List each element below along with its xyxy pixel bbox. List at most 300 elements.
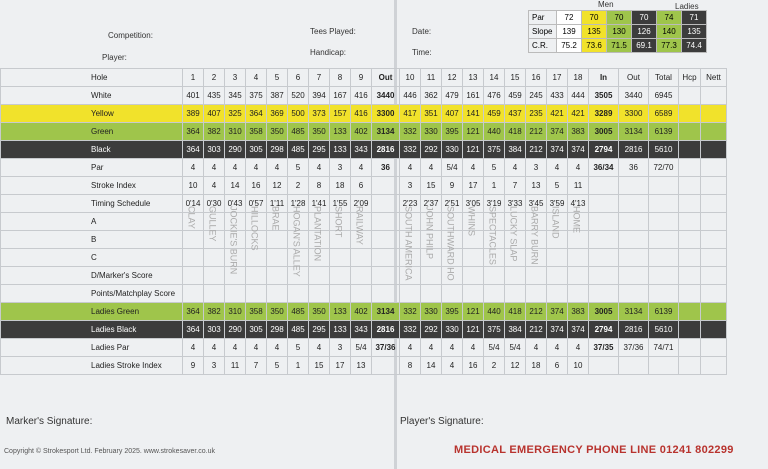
score-entry-cell[interactable] xyxy=(267,285,288,303)
score-entry-cell[interactable] xyxy=(330,285,351,303)
score-entry-cell[interactable] xyxy=(351,285,372,303)
grid-cell: 416 xyxy=(351,105,372,123)
score-entry-cell[interactable] xyxy=(568,285,589,303)
score-entry-cell[interactable] xyxy=(679,159,701,177)
grid-cell: 485 xyxy=(288,303,309,321)
grid-cell: 133 xyxy=(330,321,351,339)
grid-cell: 4 xyxy=(568,339,589,357)
grid-cell: 364 xyxy=(183,321,204,339)
grid-cell: 133 xyxy=(330,303,351,321)
grid-cell: 36 xyxy=(372,159,400,177)
grid-cell: 18 xyxy=(526,357,547,375)
grid-cell: 3134 xyxy=(372,123,400,141)
grid-cell: 3289 xyxy=(589,105,619,123)
score-entry-cell[interactable] xyxy=(701,177,727,195)
competition-label: Competition: xyxy=(108,31,153,40)
rating-cell: 126 xyxy=(632,25,657,39)
grid-cell: 433 xyxy=(547,87,568,105)
row-label: Yellow xyxy=(1,105,183,123)
grid-cell: 2'37 xyxy=(421,195,442,213)
score-entry-cell[interactable] xyxy=(505,285,526,303)
score-entry-cell[interactable] xyxy=(225,285,246,303)
grid-cell: 4 xyxy=(421,159,442,177)
score-entry-cell[interactable] xyxy=(701,339,727,357)
grid-cell: 369 xyxy=(267,105,288,123)
grid-cell: 330 xyxy=(442,321,463,339)
grid-cell: 3440 xyxy=(619,87,649,105)
grid-cell: 4 xyxy=(547,159,568,177)
grid-cell: 212 xyxy=(526,141,547,159)
score-entry-cell[interactable] xyxy=(372,285,400,303)
marker-signature-label: Marker's Signature: xyxy=(6,416,93,427)
grid-cell: 6 xyxy=(288,69,309,87)
grid-cell: 459 xyxy=(484,105,505,123)
grid-cell: 7 xyxy=(309,69,330,87)
grid-cell: 421 xyxy=(568,105,589,123)
score-entry-cell[interactable] xyxy=(679,177,701,195)
score-entry-cell[interactable] xyxy=(421,285,442,303)
grid-cell: 11 xyxy=(225,357,246,375)
row-label: Green xyxy=(1,123,183,141)
row-label: Ladies Stroke Index xyxy=(1,357,183,375)
player-label: Player: xyxy=(102,53,127,62)
grid-cell: 37/36 xyxy=(619,339,649,357)
grid-cell: 12 xyxy=(505,357,526,375)
rating-cell: 70 xyxy=(632,11,657,25)
grid-cell: 17 xyxy=(463,177,484,195)
grid-cell: 389 xyxy=(183,105,204,123)
grid-cell: 4 xyxy=(267,159,288,177)
grid-cell: 161 xyxy=(463,87,484,105)
grid-cell: 3 xyxy=(400,177,421,195)
grid-cell: 440 xyxy=(484,123,505,141)
grid-cell: 4 xyxy=(309,339,330,357)
score-entry-cell[interactable] xyxy=(288,285,309,303)
grid-cell: Out xyxy=(372,69,400,87)
score-entry-cell[interactable] xyxy=(619,285,649,303)
grid-cell: 382 xyxy=(204,123,225,141)
rating-cell: 72 xyxy=(557,11,582,25)
grid-cell: 5 xyxy=(288,159,309,177)
grid-cell: 37/35 xyxy=(589,339,619,357)
score-entry-cell[interactable] xyxy=(679,285,701,303)
rating-row xyxy=(529,11,707,25)
hole-name: BARRY BURN xyxy=(529,206,540,265)
grid-cell: 444 xyxy=(568,87,589,105)
grid-cell: 16 xyxy=(526,69,547,87)
row-label: D/Marker's Score xyxy=(1,267,183,285)
row-label: Ladies Black xyxy=(1,321,183,339)
grid-cell: 364 xyxy=(183,141,204,159)
white-tee-row xyxy=(1,87,727,105)
handicap-label: Handicap: xyxy=(310,48,347,57)
grid-cell: 8 xyxy=(330,69,351,87)
rating-cell: 140 xyxy=(657,25,682,39)
grid-cell: 2794 xyxy=(589,141,619,159)
rating-cell: 73.6 xyxy=(582,39,607,53)
score-entry-cell[interactable] xyxy=(246,285,267,303)
grid-cell: 401 xyxy=(183,87,204,105)
grid-cell: 364 xyxy=(183,123,204,141)
score-entry-cell[interactable] xyxy=(589,285,619,303)
grid-cell: 3'05 xyxy=(463,195,484,213)
grid-cell: 3'33 xyxy=(505,195,526,213)
score-entry-cell[interactable] xyxy=(649,357,679,375)
grid-cell: 292 xyxy=(421,321,442,339)
grid-cell: 374 xyxy=(547,123,568,141)
rating-cell: 71.5 xyxy=(607,39,632,53)
grid-cell: 350 xyxy=(267,303,288,321)
score-entry-cell[interactable] xyxy=(484,285,505,303)
grid-cell: 345 xyxy=(225,87,246,105)
score-entry-cell[interactable] xyxy=(679,321,701,339)
grid-cell: 157 xyxy=(330,105,351,123)
score-entry-cell[interactable] xyxy=(701,123,727,141)
grid-cell: 4 xyxy=(246,159,267,177)
row-label: White xyxy=(1,87,183,105)
score-entry-cell[interactable] xyxy=(679,357,701,375)
grid-cell: 4 xyxy=(463,339,484,357)
hole-name: SOUTHWARD HO xyxy=(445,206,456,281)
grid-cell: 8 xyxy=(400,357,421,375)
score-entry-cell[interactable] xyxy=(649,285,679,303)
row-label: Hole xyxy=(1,69,183,87)
grid-cell: 17 xyxy=(330,357,351,375)
grid-cell: 332 xyxy=(400,303,421,321)
grid-cell: 7 xyxy=(505,177,526,195)
score-entry-cell[interactable] xyxy=(400,285,421,303)
hole-name: SHORT xyxy=(333,206,344,238)
grid-cell: 364 xyxy=(246,105,267,123)
grid-cell: 0'30 xyxy=(204,195,225,213)
score-entry-cell[interactable] xyxy=(526,285,547,303)
grid-cell: 36 xyxy=(619,159,649,177)
grid-cell: 8 xyxy=(309,177,330,195)
grid-cell: 6 xyxy=(547,357,568,375)
hole-row xyxy=(1,69,727,87)
grid-cell: 1 xyxy=(288,357,309,375)
score-entry-cell[interactable] xyxy=(679,123,701,141)
grid-cell: 212 xyxy=(526,123,547,141)
score-entry-cell[interactable] xyxy=(701,105,727,123)
grid-cell: 6945 xyxy=(649,87,679,105)
grid-cell: 374 xyxy=(568,321,589,339)
grid-cell: 351 xyxy=(421,105,442,123)
score-entry-cell[interactable] xyxy=(619,177,649,195)
grid-cell: Hcp xyxy=(679,69,701,87)
grid-cell: 3134 xyxy=(619,123,649,141)
grid-cell: 15 xyxy=(505,69,526,87)
score-entry-cell[interactable] xyxy=(701,87,727,105)
grid-cell: 374 xyxy=(547,303,568,321)
grid-cell: 485 xyxy=(288,141,309,159)
grid-cell: 305 xyxy=(246,141,267,159)
score-entry-cell[interactable] xyxy=(701,303,727,321)
grid-cell: 245 xyxy=(526,87,547,105)
grid-cell: Total xyxy=(649,69,679,87)
score-entry-cell[interactable] xyxy=(547,285,568,303)
score-entry-cell[interactable] xyxy=(649,177,679,195)
score-entry-cell[interactable] xyxy=(204,285,225,303)
grid-cell: 15 xyxy=(421,177,442,195)
grid-cell: 476 xyxy=(484,87,505,105)
grid-cell: 121 xyxy=(463,321,484,339)
grid-cell: 4 xyxy=(568,159,589,177)
grid-cell: 2794 xyxy=(589,321,619,339)
score-entry-cell[interactable] xyxy=(309,285,330,303)
grid-cell: 3505 xyxy=(589,87,619,105)
score-entry-cell[interactable] xyxy=(679,105,701,123)
grid-cell: 2816 xyxy=(619,321,649,339)
score-entry-cell[interactable] xyxy=(589,177,619,195)
hole-name: PLANTATION xyxy=(312,206,323,262)
rating-cell: 74.4 xyxy=(682,39,707,53)
grid-cell: 362 xyxy=(421,87,442,105)
grid-cell: 416 xyxy=(351,87,372,105)
grid-cell: 500 xyxy=(288,105,309,123)
grid-cell: 121 xyxy=(463,123,484,141)
hole-name: JOHN PHILP xyxy=(424,206,435,260)
row-label: Par xyxy=(1,159,183,177)
grid-cell: 13 xyxy=(526,177,547,195)
grid-cell: 133 xyxy=(330,141,351,159)
rating-cell: 70 xyxy=(582,11,607,25)
hole-name: ISLAND xyxy=(550,206,561,239)
ladies-green-row xyxy=(1,303,727,321)
grid-cell: 5610 xyxy=(649,141,679,159)
grid-cell: 2 xyxy=(288,177,309,195)
rating-cell: 135 xyxy=(682,25,707,39)
grid-cell: 74/71 xyxy=(649,339,679,357)
grid-cell: 2816 xyxy=(619,141,649,159)
grid-cell: 407 xyxy=(442,105,463,123)
grid-cell: 343 xyxy=(351,321,372,339)
grid-cell: 446 xyxy=(400,87,421,105)
score-entry-cell[interactable] xyxy=(372,177,400,195)
grid-cell: 402 xyxy=(351,303,372,321)
grid-cell: 4 xyxy=(204,177,225,195)
grid-cell: 310 xyxy=(225,123,246,141)
row-label: Points/Matchplay Score xyxy=(1,285,183,303)
hole-name: CLAY xyxy=(186,206,197,229)
grid-cell: 485 xyxy=(288,321,309,339)
grid-cell: 167 xyxy=(330,87,351,105)
grid-cell: 373 xyxy=(309,105,330,123)
grid-cell: 3 xyxy=(225,69,246,87)
score-entry-cell[interactable] xyxy=(679,303,701,321)
row-label: Timing Schedule xyxy=(1,195,183,213)
hole-name: WHINS xyxy=(466,206,477,236)
grid-cell: 2 xyxy=(204,69,225,87)
grid-cell: 395 xyxy=(442,303,463,321)
grid-cell: 375 xyxy=(484,141,505,159)
score-entry-cell[interactable] xyxy=(372,357,400,375)
grid-cell: 212 xyxy=(526,303,547,321)
score-entry-cell[interactable] xyxy=(183,285,204,303)
tees-played-label: Tees Played: xyxy=(310,27,356,36)
grid-cell: 72/70 xyxy=(649,159,679,177)
grid-cell: 5 xyxy=(288,339,309,357)
grid-cell: 2'09 xyxy=(351,195,372,213)
grid-cell: 2816 xyxy=(372,321,400,339)
green-tee-row xyxy=(1,123,727,141)
score-entry-cell[interactable] xyxy=(701,321,727,339)
score-entry-cell[interactable] xyxy=(442,285,463,303)
grid-cell: 437 xyxy=(505,105,526,123)
grid-cell: 364 xyxy=(183,303,204,321)
grid-cell: 17 xyxy=(547,69,568,87)
grid-cell: 358 xyxy=(246,303,267,321)
grid-cell: 383 xyxy=(568,123,589,141)
grid-cell: 332 xyxy=(400,321,421,339)
grid-cell: 141 xyxy=(463,105,484,123)
grid-cell: 350 xyxy=(309,303,330,321)
grid-cell: 303 xyxy=(204,321,225,339)
grid-cell: 36/34 xyxy=(589,159,619,177)
score-entry-cell[interactable] xyxy=(679,339,701,357)
hole-name: LUCKY SLAP xyxy=(508,206,519,262)
row-label: Stroke Index xyxy=(1,177,183,195)
grid-cell: 418 xyxy=(505,123,526,141)
grid-cell: 5 xyxy=(267,357,288,375)
score-entry-cell[interactable] xyxy=(701,357,727,375)
date-label: Date: xyxy=(412,27,432,36)
grid-cell: 374 xyxy=(568,141,589,159)
grid-cell: 4 xyxy=(225,159,246,177)
hole-name: JOCKIE'S BURN xyxy=(228,206,239,275)
grid-cell: 3134 xyxy=(619,303,649,321)
grid-cell: 5 xyxy=(547,177,568,195)
ladies-label: Ladies xyxy=(675,2,699,11)
grid-cell: 440 xyxy=(484,303,505,321)
grid-cell: 3 xyxy=(204,357,225,375)
score-entry-cell[interactable] xyxy=(701,159,727,177)
grid-cell: 298 xyxy=(267,141,288,159)
hole-name: HOME xyxy=(571,206,582,233)
grid-cell: 14 xyxy=(225,177,246,195)
hole-names xyxy=(0,206,768,281)
row-label: Ladies Green xyxy=(1,303,183,321)
grid-cell: 4 xyxy=(309,159,330,177)
ladies-par-row xyxy=(1,339,727,357)
grid-cell: 14 xyxy=(421,357,442,375)
grid-cell: 417 xyxy=(400,105,421,123)
grid-cell: 9 xyxy=(351,69,372,87)
grid-cell: 387 xyxy=(267,87,288,105)
score-entry-cell[interactable] xyxy=(701,285,727,303)
grid-cell: 394 xyxy=(309,87,330,105)
grid-cell: 375 xyxy=(246,87,267,105)
grid-cell: 4 xyxy=(183,159,204,177)
rating-cell: 75.2 xyxy=(557,39,582,53)
grid-cell: 4 xyxy=(400,159,421,177)
grid-cell: Nett xyxy=(701,69,727,87)
grid-cell: 1'11 xyxy=(267,195,288,213)
grid-cell: 212 xyxy=(526,321,547,339)
hole-name: HILLOCKS xyxy=(249,206,260,251)
grid-cell: 3300 xyxy=(619,105,649,123)
grid-cell: 121 xyxy=(463,141,484,159)
score-entry-cell[interactable] xyxy=(589,357,619,375)
rating-cell: 139 xyxy=(557,25,582,39)
grid-cell: 325 xyxy=(225,105,246,123)
grid-cell: 3300 xyxy=(372,105,400,123)
score-entry-cell[interactable] xyxy=(463,285,484,303)
rating-cell: 74 xyxy=(657,11,682,25)
grid-cell: 1 xyxy=(183,69,204,87)
grid-cell: 295 xyxy=(309,141,330,159)
rating-cell: 77.3 xyxy=(657,39,682,53)
rating-cell: 130 xyxy=(607,25,632,39)
yellow-tee-row xyxy=(1,105,727,123)
grid-cell: 4 xyxy=(526,339,547,357)
grid-cell: 1 xyxy=(484,177,505,195)
grid-cell: 350 xyxy=(309,123,330,141)
grid-cell: 3'19 xyxy=(484,195,505,213)
grid-cell: 10 xyxy=(568,357,589,375)
ladies-stroke-index-row xyxy=(1,357,727,375)
emergency-phone: MEDICAL EMERGENCY PHONE LINE 01241 802299 xyxy=(454,444,734,456)
men-label: Men xyxy=(598,0,614,9)
grid-cell: 1'55 xyxy=(330,195,351,213)
grid-cell: 305 xyxy=(246,321,267,339)
grid-cell: 16 xyxy=(463,357,484,375)
hole-name: SPECTACLES xyxy=(487,206,498,265)
grid-cell: 4 xyxy=(463,159,484,177)
rating-row-label: Slope xyxy=(529,25,557,39)
hole-name: GULLEY xyxy=(207,206,218,242)
grid-cell: 4 xyxy=(547,339,568,357)
copyright-text: Copyright © Strokesport Ltd. February 2025. www.strokesaver.co.uk xyxy=(4,448,215,455)
grid-cell: 2'23 xyxy=(400,195,421,213)
grid-cell: 4 xyxy=(225,339,246,357)
grid-cell: 2'51 xyxy=(442,195,463,213)
grid-cell: 4'13 xyxy=(568,195,589,213)
grid-cell: 3'59 xyxy=(547,195,568,213)
black-tee-row xyxy=(1,141,727,159)
grid-cell: 418 xyxy=(505,303,526,321)
grid-cell: 459 xyxy=(505,87,526,105)
grid-cell: 3 xyxy=(526,159,547,177)
grid-cell: 382 xyxy=(204,303,225,321)
grid-cell: 6 xyxy=(351,177,372,195)
score-entry-cell[interactable] xyxy=(619,357,649,375)
grid-cell: 384 xyxy=(505,321,526,339)
grid-cell: 4 xyxy=(204,339,225,357)
grid-cell: 520 xyxy=(288,87,309,105)
grid-cell: 14 xyxy=(484,69,505,87)
grid-cell: 395 xyxy=(442,123,463,141)
grid-cell: 5 xyxy=(267,69,288,87)
par-row xyxy=(1,159,727,177)
grid-cell: 5/4 xyxy=(484,339,505,357)
hole-name: BRAE xyxy=(270,206,281,231)
time-label: Time: xyxy=(412,48,432,57)
score-entry-cell[interactable] xyxy=(679,141,701,159)
grid-cell: 3440 xyxy=(372,87,400,105)
grid-cell: 121 xyxy=(463,303,484,321)
grid-cell: 4 xyxy=(351,159,372,177)
rating-row xyxy=(529,39,707,53)
grid-cell: 303 xyxy=(204,141,225,159)
course-rating-table xyxy=(528,10,707,53)
hole-name: HOGAN'S ALLEY xyxy=(291,206,302,277)
grid-cell: 11 xyxy=(421,69,442,87)
score-entry-cell[interactable] xyxy=(701,141,727,159)
grid-cell: 3'45 xyxy=(526,195,547,213)
score-entry-cell[interactable] xyxy=(679,87,701,105)
points-row xyxy=(1,285,727,303)
